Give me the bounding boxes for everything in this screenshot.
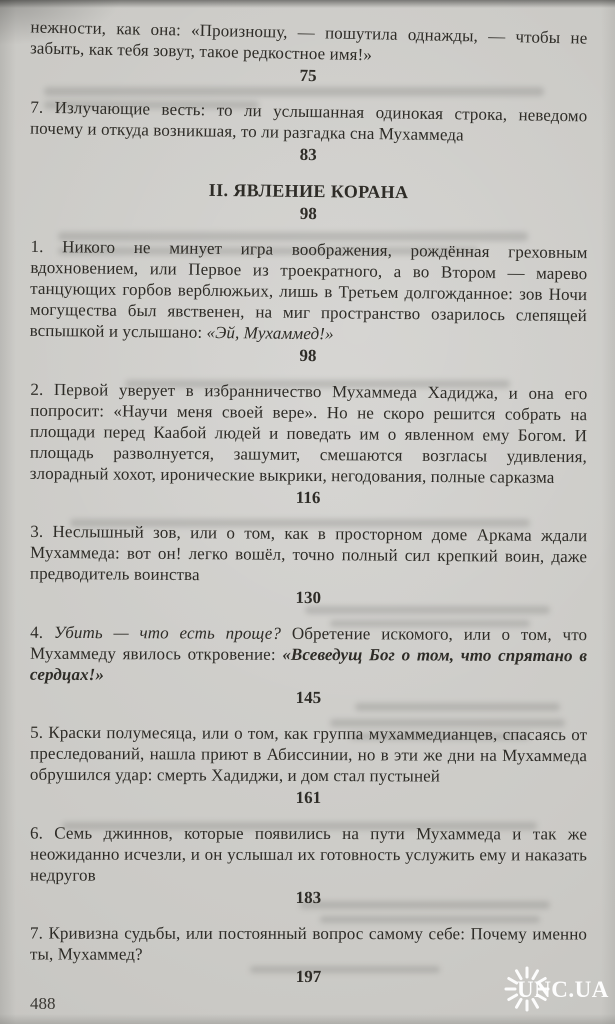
toc-page-ref: 98 xyxy=(299,203,317,224)
toc-entry-text: 7. Излучающие весть: то ли услышанная одинокая строка, неведомо почему и откуда возникшая, то ли разгадка сна Мухаммеда xyxy=(29,97,588,145)
entry-text-regular: Обретение искомого, или о том, что Мухаммеду явилось откровение: xyxy=(30,623,588,664)
entry-text-regular: 1. Никого не минует игра воображения, рождённая греховным вдохновением, или Первое из троекратного, а во Втором — марево танцующих горбов верблюжьих, лишь в Третьем долгожданное: зов Ночи могущества был явственен, на миг пространство озарилось слепящей вспышкой и услышано: xyxy=(29,236,588,342)
entry-text-italic: «Эй, Мухаммед!» xyxy=(206,322,334,344)
page-number: 488 xyxy=(30,994,56,1013)
toc-entry-5 xyxy=(30,722,587,809)
toc-entry-text: 7. Кривизна судьбы, или постоянный вопрос самому себе: Почему именно ты, Мухаммед? xyxy=(29,923,588,964)
toc-page-ref: 161 xyxy=(295,787,322,808)
toc-page-ref: 183 xyxy=(295,887,322,908)
toc-entry-6 xyxy=(30,823,587,909)
toc-entry-text: 2. Первой уверует в избранничество Мухаммеда Хадиджа, и она его попросит: «Научи меня своей вере». Но не скоро решится собрать на площади перед Каабой людей и поведать им о явленном ему Богом. И площадь разволнуется, зашумит, смешаются возгласы удивления, злорадный хохот, иронические выкрики, негодования, полные сарказма xyxy=(29,379,588,487)
toc-content xyxy=(29,17,588,1002)
toc-entry-text: 3. Неслышный зов, или о том, как в просторном доме Аркама ждали Мухаммеда: вот он! легко вошёл, точно полный сил крепкий воин, даже предводитель воинства xyxy=(29,521,588,585)
toc-entry-s1-7 xyxy=(30,97,588,170)
toc-entry-1 xyxy=(29,236,587,369)
watermark xyxy=(500,960,612,1020)
toc-entry-text: 5. Краски полумесяца, или о том, как группа мухаммедианцев, спасаясь от преследований, нашла приют в Абиссинии, но в эти же дни на Мухаммеда обрушился удар: смерть Хадиджи, и дом стал пустыней xyxy=(29,722,588,786)
toc-entry-text xyxy=(30,622,587,687)
toc-entry-text xyxy=(30,236,588,347)
toc-page-ref: 116 xyxy=(295,487,321,508)
toc-continuation xyxy=(29,16,587,91)
toc-page-ref: 83 xyxy=(299,144,317,165)
entry-number: 4. xyxy=(30,622,54,642)
toc-entry-2 xyxy=(30,379,588,510)
toc-page-ref: 75 xyxy=(299,65,317,86)
toc-continuation-text: нежности, как она: «Произношу, — пошутила однажды, — чтобы не забыть, как тебя зовут, такое редкостное имя!» xyxy=(29,17,588,65)
toc-entry-3 xyxy=(30,521,588,610)
toc-entry-text: 6. Семь джиннов, которые появились на пути Мухаммеда и так же неожиданно исчезли, и он услышал их готовность услужить ему и наказать недругов xyxy=(29,823,588,885)
toc-page-ref: 145 xyxy=(295,687,322,708)
toc-entry-4 xyxy=(30,622,587,709)
toc-page-ref: 130 xyxy=(295,587,322,608)
toc-page-ref: 98 xyxy=(299,345,317,366)
entry-quote-italic: «Всеведущ Бог о том, что спрятано в сердцах!» xyxy=(29,644,588,685)
toc-section-heading-block xyxy=(30,177,587,227)
section-heading: II. ЯВЛЕНИЕ КОРАНА xyxy=(208,179,409,203)
entry-text-italic: Убить — что есть проще? xyxy=(53,622,282,643)
watermark-text: UNC.UA xyxy=(517,977,609,1002)
toc-page-ref: 197 xyxy=(295,966,322,987)
